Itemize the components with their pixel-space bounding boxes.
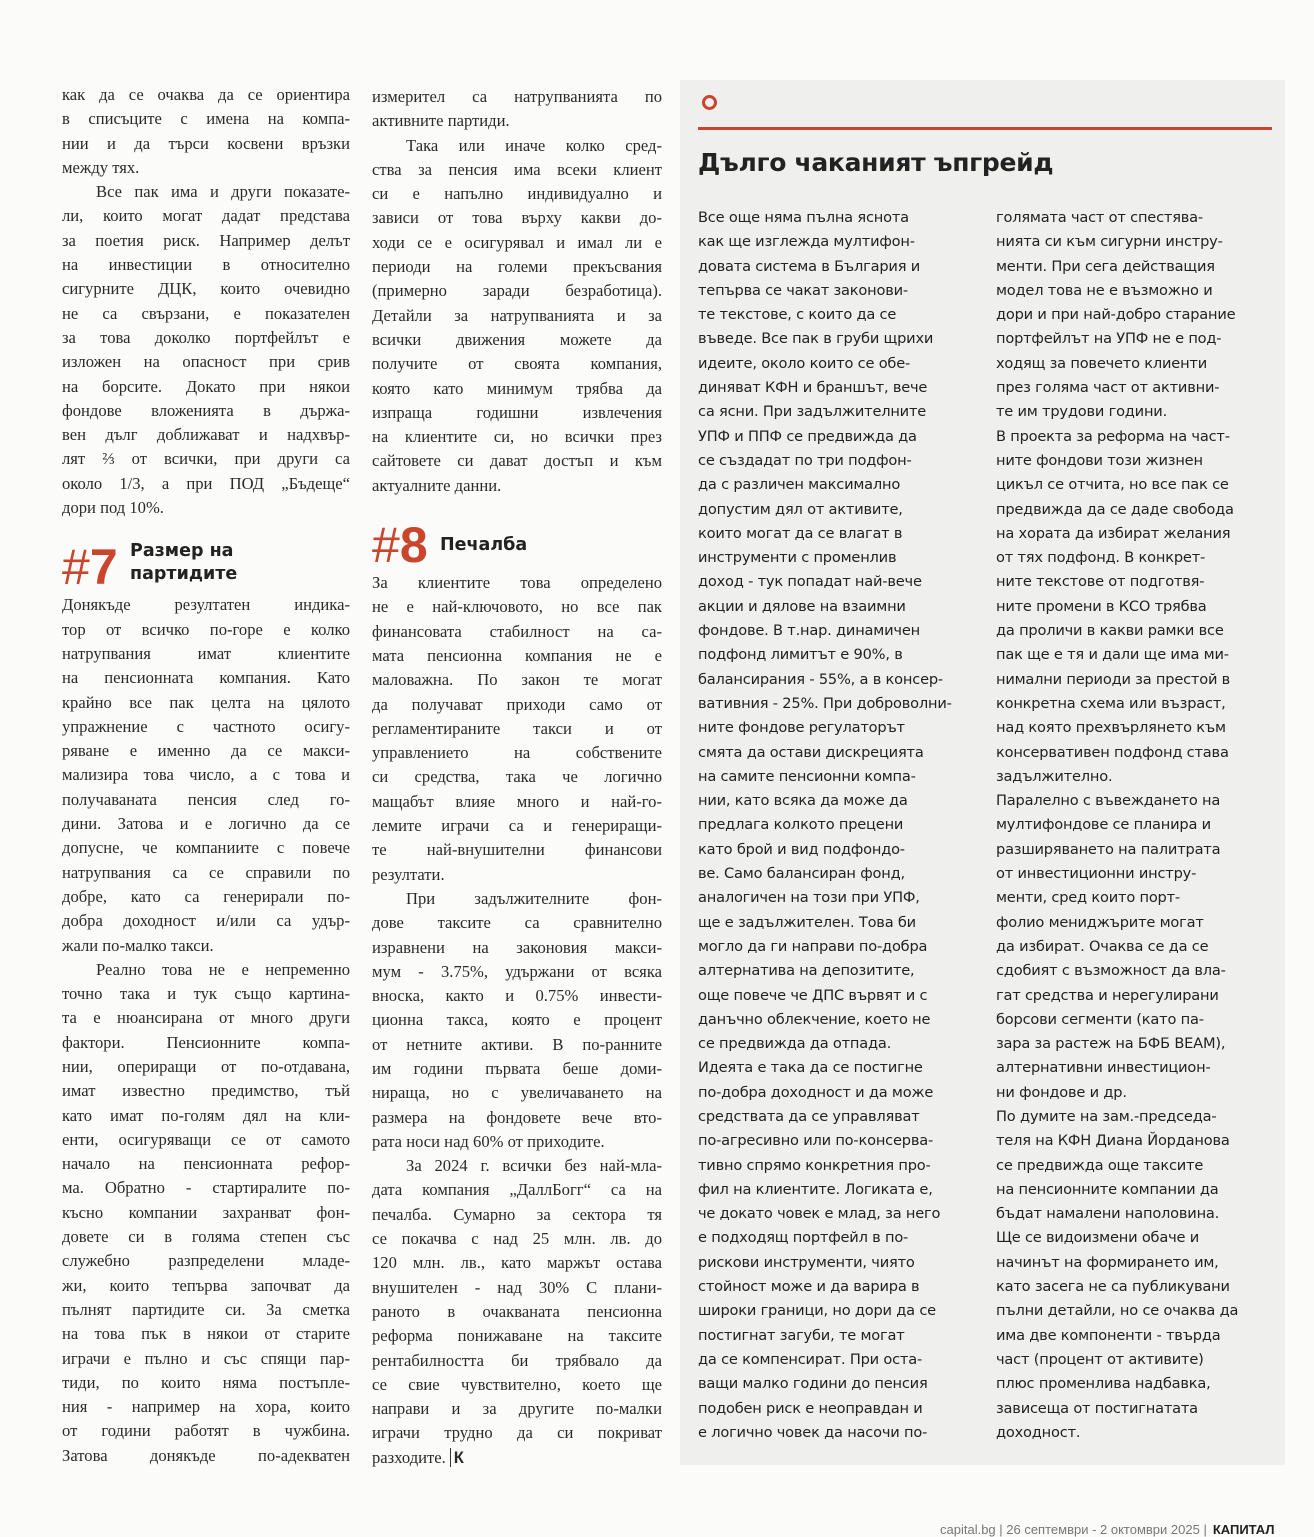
text-line: ния - например на хора, които: [62, 1397, 350, 1417]
sidebar-paragraph: [698, 1056, 983, 1445]
text-line: Детайли за натрупванията и за: [372, 305, 662, 325]
text-line: е подходящ портфейл в по-: [698, 1229, 909, 1247]
text-line: те им трудови години.: [996, 403, 1168, 421]
text-line: се покачва с над 25 млн. лв. до: [372, 1229, 662, 1249]
text-line: пълни детайли, но се очаква да: [996, 1302, 1239, 1320]
text-line: голямата част от спестява-: [996, 209, 1203, 226]
text-line: късно компании захранват фон-: [62, 1202, 350, 1222]
text-line: мултифондове се планира и: [996, 816, 1211, 834]
text-line: ните промени в КСО трябва: [996, 597, 1207, 615]
sidebar-column-2: [996, 206, 1276, 1445]
text-line: стойност може и да варира в: [698, 1278, 920, 1296]
text-line: балансирания - 55%, а в консер-: [698, 670, 943, 688]
text-line: аналогичен на този при УПФ,: [698, 889, 920, 907]
text-line: ряване е именно да се макси-: [62, 741, 350, 761]
text-line: В проекта за реформа на част-: [996, 427, 1230, 445]
text-line: ващи малко години до пенсия: [698, 1375, 928, 1393]
text-line: Все още няма пълна яснота: [698, 209, 909, 226]
text-line: финансовата стабилност на са-: [372, 621, 662, 641]
text-line: фондове. В т.нар. динамичен: [698, 622, 920, 640]
text-line: гат средства и нерегулирани: [996, 986, 1219, 1004]
text-line: ходящ за повечето клиенти: [996, 354, 1208, 372]
text-line: лят ⅔ от всички, при други са: [62, 449, 350, 469]
text-line: За клиентите това определено: [372, 573, 662, 593]
text-line: бъдат намалени наполовина.: [996, 1205, 1220, 1223]
text-line: ните фондови този жизнен: [996, 451, 1203, 469]
section-number: [62, 539, 118, 596]
text-line: между тях.: [62, 157, 140, 177]
text-line: си средства, така че логично: [372, 767, 662, 787]
text-line: да избират. Очаква се да се: [996, 937, 1209, 955]
text-line: вноска, както и 0.75% инвести-: [372, 986, 662, 1006]
paragraph: [372, 887, 662, 1154]
text-line: мализира това число, а с това и: [62, 765, 350, 785]
text-line: реформа понижаване на таксите: [372, 1326, 662, 1346]
text-line: УПФ и ППФ се предвижда да: [698, 427, 917, 445]
text-line: Реално това не е непременно: [96, 959, 350, 979]
text-line: ства за пенсия има всеки клиент: [372, 159, 662, 179]
text-line: маловажна. По закон те могат: [372, 670, 662, 690]
text-line: фолио мениджърите могат: [996, 913, 1204, 931]
text-line: Паралелно с въвеждането на: [996, 792, 1221, 810]
text-line: рискови инструменти, чиято: [698, 1253, 915, 1271]
text-line: от тях подфонд. В конкрет-: [996, 549, 1206, 567]
text-line: жи, които тепърва започват да: [62, 1275, 350, 1295]
text-line: (примерно заради безработица).: [372, 281, 662, 301]
text-line: за това доколко портфейлът е: [62, 327, 350, 347]
text-line: мата пенсионна компания не е: [372, 645, 662, 665]
text-line: подобен риск е неоправдан и: [698, 1399, 923, 1417]
text-line: сайтовете си дават достъп и към: [372, 451, 662, 471]
text-line: периоди на големи прекъсвания: [372, 257, 662, 277]
paragraph: [62, 593, 350, 957]
paragraph: [62, 180, 350, 520]
paragraph: [372, 134, 662, 498]
text-line: По думите на зам.-председа-: [996, 1107, 1217, 1125]
text-line: нии, като всяка да може да: [698, 792, 908, 810]
text-line: служебно разпределени младе-: [62, 1251, 350, 1271]
text-line: са ясни. При задължителните: [698, 403, 927, 421]
text-line: пълнят партидите си. За сметка: [62, 1299, 350, 1319]
text-line: дори под 10%.: [62, 498, 164, 518]
text-line: сдобият с възможност да вла-: [996, 962, 1226, 980]
text-line: ционна такса, която е процент: [372, 1010, 662, 1030]
text-line: ните текстове от подготвя-: [996, 573, 1205, 591]
section-heading: [372, 498, 662, 574]
text-line: мум - 3.75%, удържани от всяка: [372, 961, 662, 981]
text-line: довете си в голяма степен със: [62, 1227, 350, 1247]
text-line: получаваната пенсия след го-: [62, 789, 350, 809]
text-line: рата носи над 60% от приходите.: [372, 1131, 605, 1151]
text-line: ли, които могат дадат представа: [62, 206, 350, 226]
text-line: през голяма част от активни-: [996, 379, 1220, 397]
text-line: тор от всичко по-горе е колко: [62, 619, 350, 639]
text-line: дата компания „ДаллБогг“ са на: [372, 1180, 662, 1200]
text-line: активните партиди.: [372, 111, 510, 131]
sidebar-title: Дълго чаканият ъпгрейд: [698, 148, 1054, 177]
sidebar-paragraph: [698, 206, 983, 1056]
text-line: за поетия риск. Например делът: [62, 230, 350, 250]
text-line: тиди, по които няма постъпле-: [62, 1372, 350, 1392]
text-line: начало на пенсионната рефор-: [62, 1154, 350, 1174]
text-line: от години работят в чужбина.: [62, 1421, 350, 1441]
text-line: портфейлът на УПФ не е под-: [996, 330, 1222, 348]
text-line: зависи от това върху какви до-: [372, 208, 662, 228]
text-line: рентабилността би трябвало да: [372, 1350, 662, 1370]
text-line: над която прехвърлянето към: [996, 719, 1226, 737]
text-line: цикъл се отчита, но все пак се: [996, 476, 1229, 494]
text-line: енти, осигуряващи се от самото: [62, 1129, 350, 1149]
text-line: като засега не са публикувани: [996, 1278, 1230, 1296]
text-line: ве. Само балансиран фонд,: [698, 865, 905, 883]
text-line: регламентираните такси и от: [372, 718, 662, 738]
text-line: се предвижда още таксите: [996, 1156, 1204, 1174]
text-line: как ще изглежда мултифон-: [698, 233, 915, 251]
text-line: широки граници, но дори да се: [698, 1302, 936, 1320]
text-line: Все пак има и други показате-: [96, 182, 350, 202]
paragraph: [372, 85, 662, 134]
text-line: част (процент от активите): [996, 1350, 1204, 1368]
text-line: Ще се видоизмени обаче и: [996, 1229, 1200, 1247]
sidebar-paragraph: [996, 206, 1276, 425]
text-line: измерител са натрупванията по: [372, 87, 662, 106]
sidebar-paragraph: [996, 425, 1276, 789]
text-line: размера на фондовете вече вто-: [372, 1107, 662, 1127]
text-line: доход - тук попадат най-вече: [698, 573, 922, 591]
text-line: ма. Обратно - стартиралите по-: [62, 1178, 350, 1198]
text-line: натрупвания са се справили по: [62, 862, 350, 882]
text-line: да получават приходи само от: [372, 694, 662, 714]
text-line: идеите, около които се обе-: [698, 354, 911, 372]
text-line: още повече че ДПС вървят и с: [698, 986, 928, 1004]
text-line: довата система в България и: [698, 257, 921, 275]
text-line: доходност.: [996, 1423, 1081, 1441]
section-title: Печалба: [440, 535, 528, 556]
text-line: играчи трудно да си покриват: [372, 1423, 662, 1443]
text-line: лемите играчи са и генериращи-: [372, 816, 662, 836]
footer-text: capital.bg | 26 септември - 2 октомври 2025 |: [940, 1522, 1207, 1537]
text-line: управлението на собствените: [372, 743, 662, 763]
section-heading: [62, 520, 350, 596]
text-line: Затова донякъде по-адекватен: [62, 1445, 350, 1465]
text-line: инструменти с променлив: [698, 549, 897, 567]
text-line: фил на клиентите. Логиката е,: [698, 1180, 933, 1198]
text-line: начинът на формирането им,: [996, 1253, 1219, 1271]
text-line: не са свързани, е показателен: [62, 303, 350, 323]
text-line: как да се очаква да се ориентира: [62, 85, 350, 104]
text-line: на борсите. Докато при някои: [62, 376, 350, 396]
text-line: алтернативни инвестицион-: [996, 1059, 1211, 1077]
paragraph: [372, 571, 662, 887]
text-line: се предвижда да отпада.: [698, 1035, 892, 1053]
text-line: дори и при най-добро старание: [996, 306, 1236, 324]
text-line: на пенсионните компании да: [996, 1180, 1219, 1198]
text-line: нии, опериращи от по-отдавана,: [62, 1056, 350, 1076]
text-line: крайно все пак целта на цялото: [62, 692, 350, 712]
text-line: като имат по-голям дял на кли-: [62, 1105, 350, 1125]
text-line: точно така и тук също картина-: [62, 984, 350, 1004]
text-line: вен дълг доближават и надхвър-: [62, 425, 350, 445]
text-line: има две компоненти - твърда: [996, 1326, 1221, 1344]
text-line: имат известно предимство, тъй: [62, 1081, 350, 1101]
text-line: акции и дялове на взаимни: [698, 597, 906, 615]
text-line: изпраща годишни извлечения: [372, 402, 662, 422]
text-line: да проличи в какви рамки все: [996, 622, 1224, 640]
text-line: резултати.: [372, 864, 445, 884]
text-line: от инвестиционни инстру-: [996, 865, 1197, 883]
circle-icon: [702, 95, 717, 110]
text-line: която като минимум трябва да: [372, 378, 662, 398]
text-line: играчи е пълно и със спящи пар-: [62, 1348, 350, 1368]
text-line: Идеята е така да се постигне: [698, 1059, 923, 1077]
text-line: те текстове, с които да се: [698, 306, 897, 324]
text-line: менти. При сега действащия: [996, 257, 1215, 275]
text-line: При задължителните фон-: [406, 888, 662, 908]
text-line: на пенсионната компания. Като: [62, 668, 350, 688]
text-line: направи и за другите по-малки: [372, 1399, 662, 1419]
section-title: партидите: [130, 564, 238, 585]
text-line: ходи се е осигурявал и имал ли е: [372, 232, 662, 252]
text-line: нираща, но с увеличаването на: [372, 1083, 662, 1103]
text-line: актуалните данни.: [372, 475, 502, 495]
text-line: се свие чувствително, което ще: [372, 1374, 662, 1394]
text-line: задължително.: [996, 767, 1113, 785]
text-line: Донякъде резултатен индика-: [62, 595, 350, 615]
text-line: данъчно облекчение, което не: [698, 1010, 931, 1028]
section-digit: 8: [399, 517, 428, 574]
article-column-2: [372, 85, 662, 1470]
article-column-1: [62, 83, 350, 1468]
text-line: разширяването на палитрата: [996, 840, 1221, 858]
text-line: консервативен подфонд става: [996, 743, 1229, 761]
text-line: да се компенсират. При оста-: [698, 1350, 923, 1368]
text-line: менти, сред които порт-: [996, 889, 1180, 907]
text-line: упражнение с частното осигу-: [62, 716, 350, 736]
text-line: по-агресивно или по-консерва-: [698, 1132, 934, 1150]
text-line: разходите. К: [372, 1447, 464, 1467]
text-line: предвижда да се даде свобода: [996, 500, 1234, 518]
end-mark: К: [450, 1448, 464, 1467]
text-line: не е най-ключовото, но все пак: [372, 597, 662, 617]
sidebar-paragraph: [996, 789, 1276, 1105]
text-line: Така или иначе колко сред-: [406, 135, 662, 155]
text-line: сигурните ДЦК, които очевидно: [62, 279, 350, 299]
text-line: средствата да се управляват: [698, 1107, 920, 1125]
text-line: в списъците с имена на компа-: [62, 109, 350, 129]
text-line: алтернатива на депозитите,: [698, 962, 915, 980]
text-line: плюс променлива надбавка,: [996, 1375, 1211, 1393]
text-line: конкретна схема или възраст,: [996, 694, 1226, 712]
text-line: че докато човек е млад, за него: [698, 1205, 941, 1223]
text-line: жали по-малко такси.: [62, 935, 214, 955]
text-line: та е нюансирана от много други: [62, 1008, 350, 1028]
text-line: по-добра доходност и да може: [698, 1083, 934, 1101]
text-line: като брой и вид подфондо-: [698, 840, 905, 858]
text-line: тепърва се чакат законови-: [698, 281, 908, 299]
text-line: натрупвания имат клиентите: [62, 643, 350, 663]
hash-mark: #: [372, 517, 400, 574]
text-line: допусне, че компаниите с повече: [62, 838, 350, 858]
text-line: получите от своята компания,: [372, 354, 662, 374]
text-line: 120 млн. лв., като маржът остава: [372, 1253, 662, 1273]
section-digit: 7: [89, 539, 118, 596]
text-line: могло да ги направи по-добра: [698, 937, 928, 955]
paragraph: [62, 83, 350, 180]
text-line: тивно спрямо конкретния про-: [698, 1156, 931, 1174]
page-footer: [940, 1522, 1274, 1537]
text-line: ни фондове и др.: [996, 1083, 1127, 1101]
text-line: фактори. Пенсионните компа-: [62, 1032, 350, 1052]
text-line: дове таксите са сравнително: [372, 913, 662, 933]
text-line: диняват КФН и браншът, вече: [698, 379, 928, 397]
paragraph: [62, 958, 350, 1468]
text-line: всички движения можете да: [372, 329, 662, 349]
sidebar-paragraph: [996, 1105, 1276, 1445]
text-line: зара за растеж на БФБ BEAM),: [996, 1035, 1226, 1053]
text-line: ните фондове регулаторът: [698, 719, 905, 737]
text-line: мащабът влияе много и най-го-: [372, 791, 662, 811]
text-line: нии и да търси косвени връзки: [62, 133, 350, 153]
text-line: от нетните активи. В по-ранните: [372, 1034, 662, 1054]
text-line: пак ще е тя и дали ще има ми-: [996, 646, 1229, 664]
text-line: вативния - 25%. При доброволни-: [698, 694, 952, 712]
text-line: теля на КФН Диана Йорданова: [996, 1132, 1230, 1150]
paragraph: [372, 1154, 662, 1470]
section-title: Размер на: [130, 541, 234, 562]
text-line: постигнат загуби, те могат: [698, 1326, 905, 1344]
text-line: е логично човек да насочи по-: [698, 1423, 928, 1441]
text-line: въведе. Все пак в груби щрихи: [698, 330, 934, 348]
text-line: нимални периоди за престой в: [996, 670, 1231, 688]
text-line: изложен на опасност при срив: [62, 352, 350, 372]
text-line: на инвестиции в относително: [62, 255, 350, 275]
text-line: предлага колкото прецени: [698, 816, 904, 834]
sidebar-column-1: [698, 206, 983, 1445]
text-line: фондове вложенията в държа-: [62, 400, 350, 420]
text-line: зависеща от постигнатата: [996, 1399, 1198, 1417]
text-line: смята да остави дискрецията: [698, 743, 924, 761]
text-line: нията си към сигурни инстру-: [996, 233, 1223, 251]
text-line: внушителен - над 30% С плани-: [372, 1277, 662, 1297]
text-line: ще е задължителен. Това би: [698, 913, 916, 931]
text-line: които могат да се влагат в: [698, 524, 903, 542]
text-line: на това пък в някои от старите: [62, 1324, 350, 1344]
text-line: на самите пенсионни компа-: [698, 767, 916, 785]
section-number: [372, 517, 428, 574]
text-line: печалба. Сумарно за сектора тя: [372, 1204, 662, 1224]
text-line: се създадат по три подфон-: [698, 451, 912, 469]
text-line: За 2024 г. всички без най-мла-: [406, 1156, 662, 1176]
text-line: модел това не е възможно и: [996, 281, 1213, 299]
divider: [698, 127, 1272, 130]
text-line: около 1/3, а при ПОД „Бъдеще“: [62, 473, 350, 493]
text-line: те най-внушителни финансови: [372, 840, 662, 860]
text-line: добре, като са генерирали по-: [62, 886, 350, 906]
text-line: допустим дял от активите,: [698, 500, 903, 518]
text-line: на клиентите си, но всички през: [372, 427, 662, 447]
text-line: им години първата беше доми-: [372, 1058, 662, 1078]
text-line: си е напълно индивидуално и: [372, 184, 662, 204]
footer-brand: КАПИТАЛ: [1212, 1522, 1275, 1537]
text-line: борсови сегменти (като па-: [996, 1010, 1204, 1028]
text-line: дини. Затова и е логично да се: [62, 814, 350, 834]
hash-mark: #: [62, 539, 90, 596]
text-line: на хората да избират желания: [996, 524, 1231, 542]
text-line: изравнени на законовия макси-: [372, 937, 662, 957]
text-line: раното в очакваната пенсионна: [372, 1301, 662, 1321]
text-line: подфонд лимитът е 90%, в: [698, 646, 903, 664]
text-line: добра доходност и/или са удър-: [62, 911, 350, 931]
text-line: да с различен максимално: [698, 476, 901, 494]
